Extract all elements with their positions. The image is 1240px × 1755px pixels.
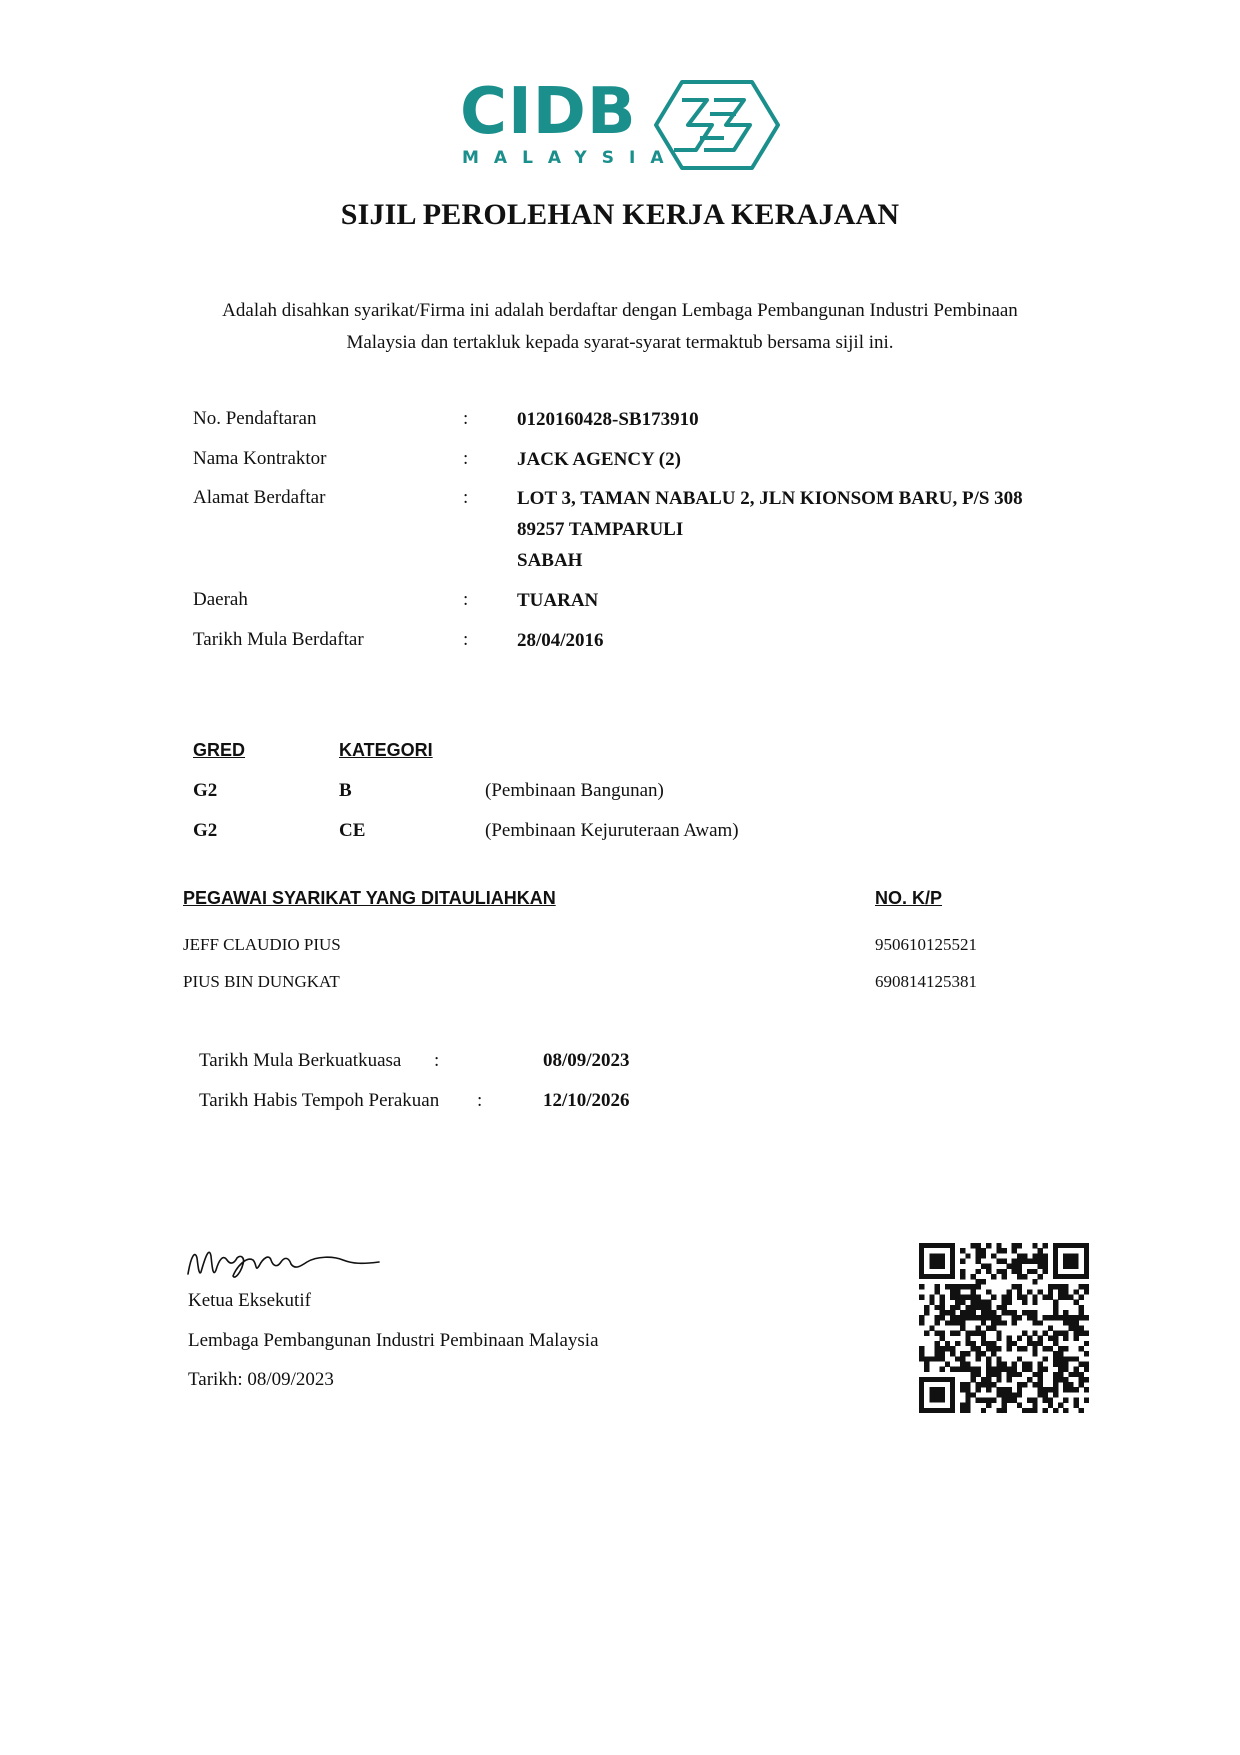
expiry-date-label: Tarikh Habis Tempoh Perakuan	[199, 1090, 440, 1111]
cidb-hexagon-mark-icon	[652, 78, 782, 173]
contractor-value: JACK AGENCY (2)	[517, 449, 681, 470]
qr-code	[919, 1243, 1089, 1413]
grade-cell: G2	[193, 820, 218, 841]
address-colon: :	[463, 487, 469, 508]
start-date-colon: :	[463, 629, 469, 650]
district-label: Daerah	[193, 589, 248, 610]
intro-line-1: Adalah disahkan syarikat/Firma ini adalah berdaftar dengan Lembaga Pembangunan Industri Pembinaan	[222, 300, 1018, 321]
logo-country: MALAYSIA	[462, 148, 679, 168]
category-description: (Pembinaan Bangunan)	[485, 780, 664, 801]
intro-line-2: Malaysia dan tertakluk kepada syarat-syarat termaktub bersama sijil ini.	[346, 332, 894, 353]
effective-date-label: Tarikh Mula Berkuatkuasa	[199, 1050, 402, 1071]
cidb-logo	[460, 75, 790, 178]
category-cell: CE	[339, 820, 366, 841]
certificate-title: SIJIL PEROLEHAN KERJA KERAJAAN	[340, 198, 900, 231]
signatory-position: Ketua Eksekutif	[188, 1290, 311, 1311]
category-header: KATEGORI	[339, 740, 433, 760]
officer-id: 690814125381	[875, 972, 977, 991]
address-label: Alamat Berdaftar	[193, 487, 326, 508]
signature-date: Tarikh: 08/09/2023	[188, 1369, 334, 1390]
officer-id: 950610125521	[875, 935, 977, 954]
category-cell: B	[339, 780, 352, 801]
district-value: TUARAN	[517, 590, 599, 611]
intro-paragraph	[170, 295, 1070, 359]
address-line-1: LOT 3, TAMAN NABALU 2, JLN KIONSOM BARU, P/S 308	[517, 488, 1023, 509]
expiry-date-colon: :	[477, 1090, 483, 1111]
district-colon: :	[463, 589, 469, 610]
logo-wordmark: CIDB	[460, 75, 637, 149]
contractor-colon: :	[463, 448, 469, 469]
start-date-label: Tarikh Mula Berdaftar	[193, 629, 364, 650]
registration-label: No. Pendaftaran	[193, 408, 317, 429]
category-description: (Pembinaan Kejuruteraan Awam)	[485, 820, 739, 841]
grade-cell: G2	[193, 780, 218, 801]
address-line-2: 89257 TAMPARULI	[517, 519, 684, 540]
officers-header: PEGAWAI SYARIKAT YANG DITAULIAHKAN	[183, 888, 556, 908]
contractor-label: Nama Kontraktor	[193, 448, 327, 469]
grade-header: GRED	[193, 740, 246, 760]
address-value	[517, 483, 1023, 576]
address-line-3: SABAH	[517, 550, 583, 571]
registration-value: 0120160428-SB173910	[517, 409, 699, 430]
start-date-value: 28/04/2016	[517, 630, 604, 651]
expiry-date-value: 12/10/2026	[543, 1090, 630, 1111]
signatory-organisation: Lembaga Pembangunan Industri Pembinaan Malaysia	[188, 1330, 599, 1351]
officer-name: JEFF CLAUDIO PIUS	[183, 935, 341, 954]
effective-date-colon: :	[434, 1050, 440, 1071]
effective-date-value: 08/09/2023	[543, 1050, 630, 1071]
signature-image	[183, 1236, 403, 1286]
officer-id-header: NO. K/P	[875, 888, 943, 908]
officer-name: PIUS BIN DUNGKAT	[183, 972, 340, 991]
registration-colon: :	[463, 408, 469, 429]
